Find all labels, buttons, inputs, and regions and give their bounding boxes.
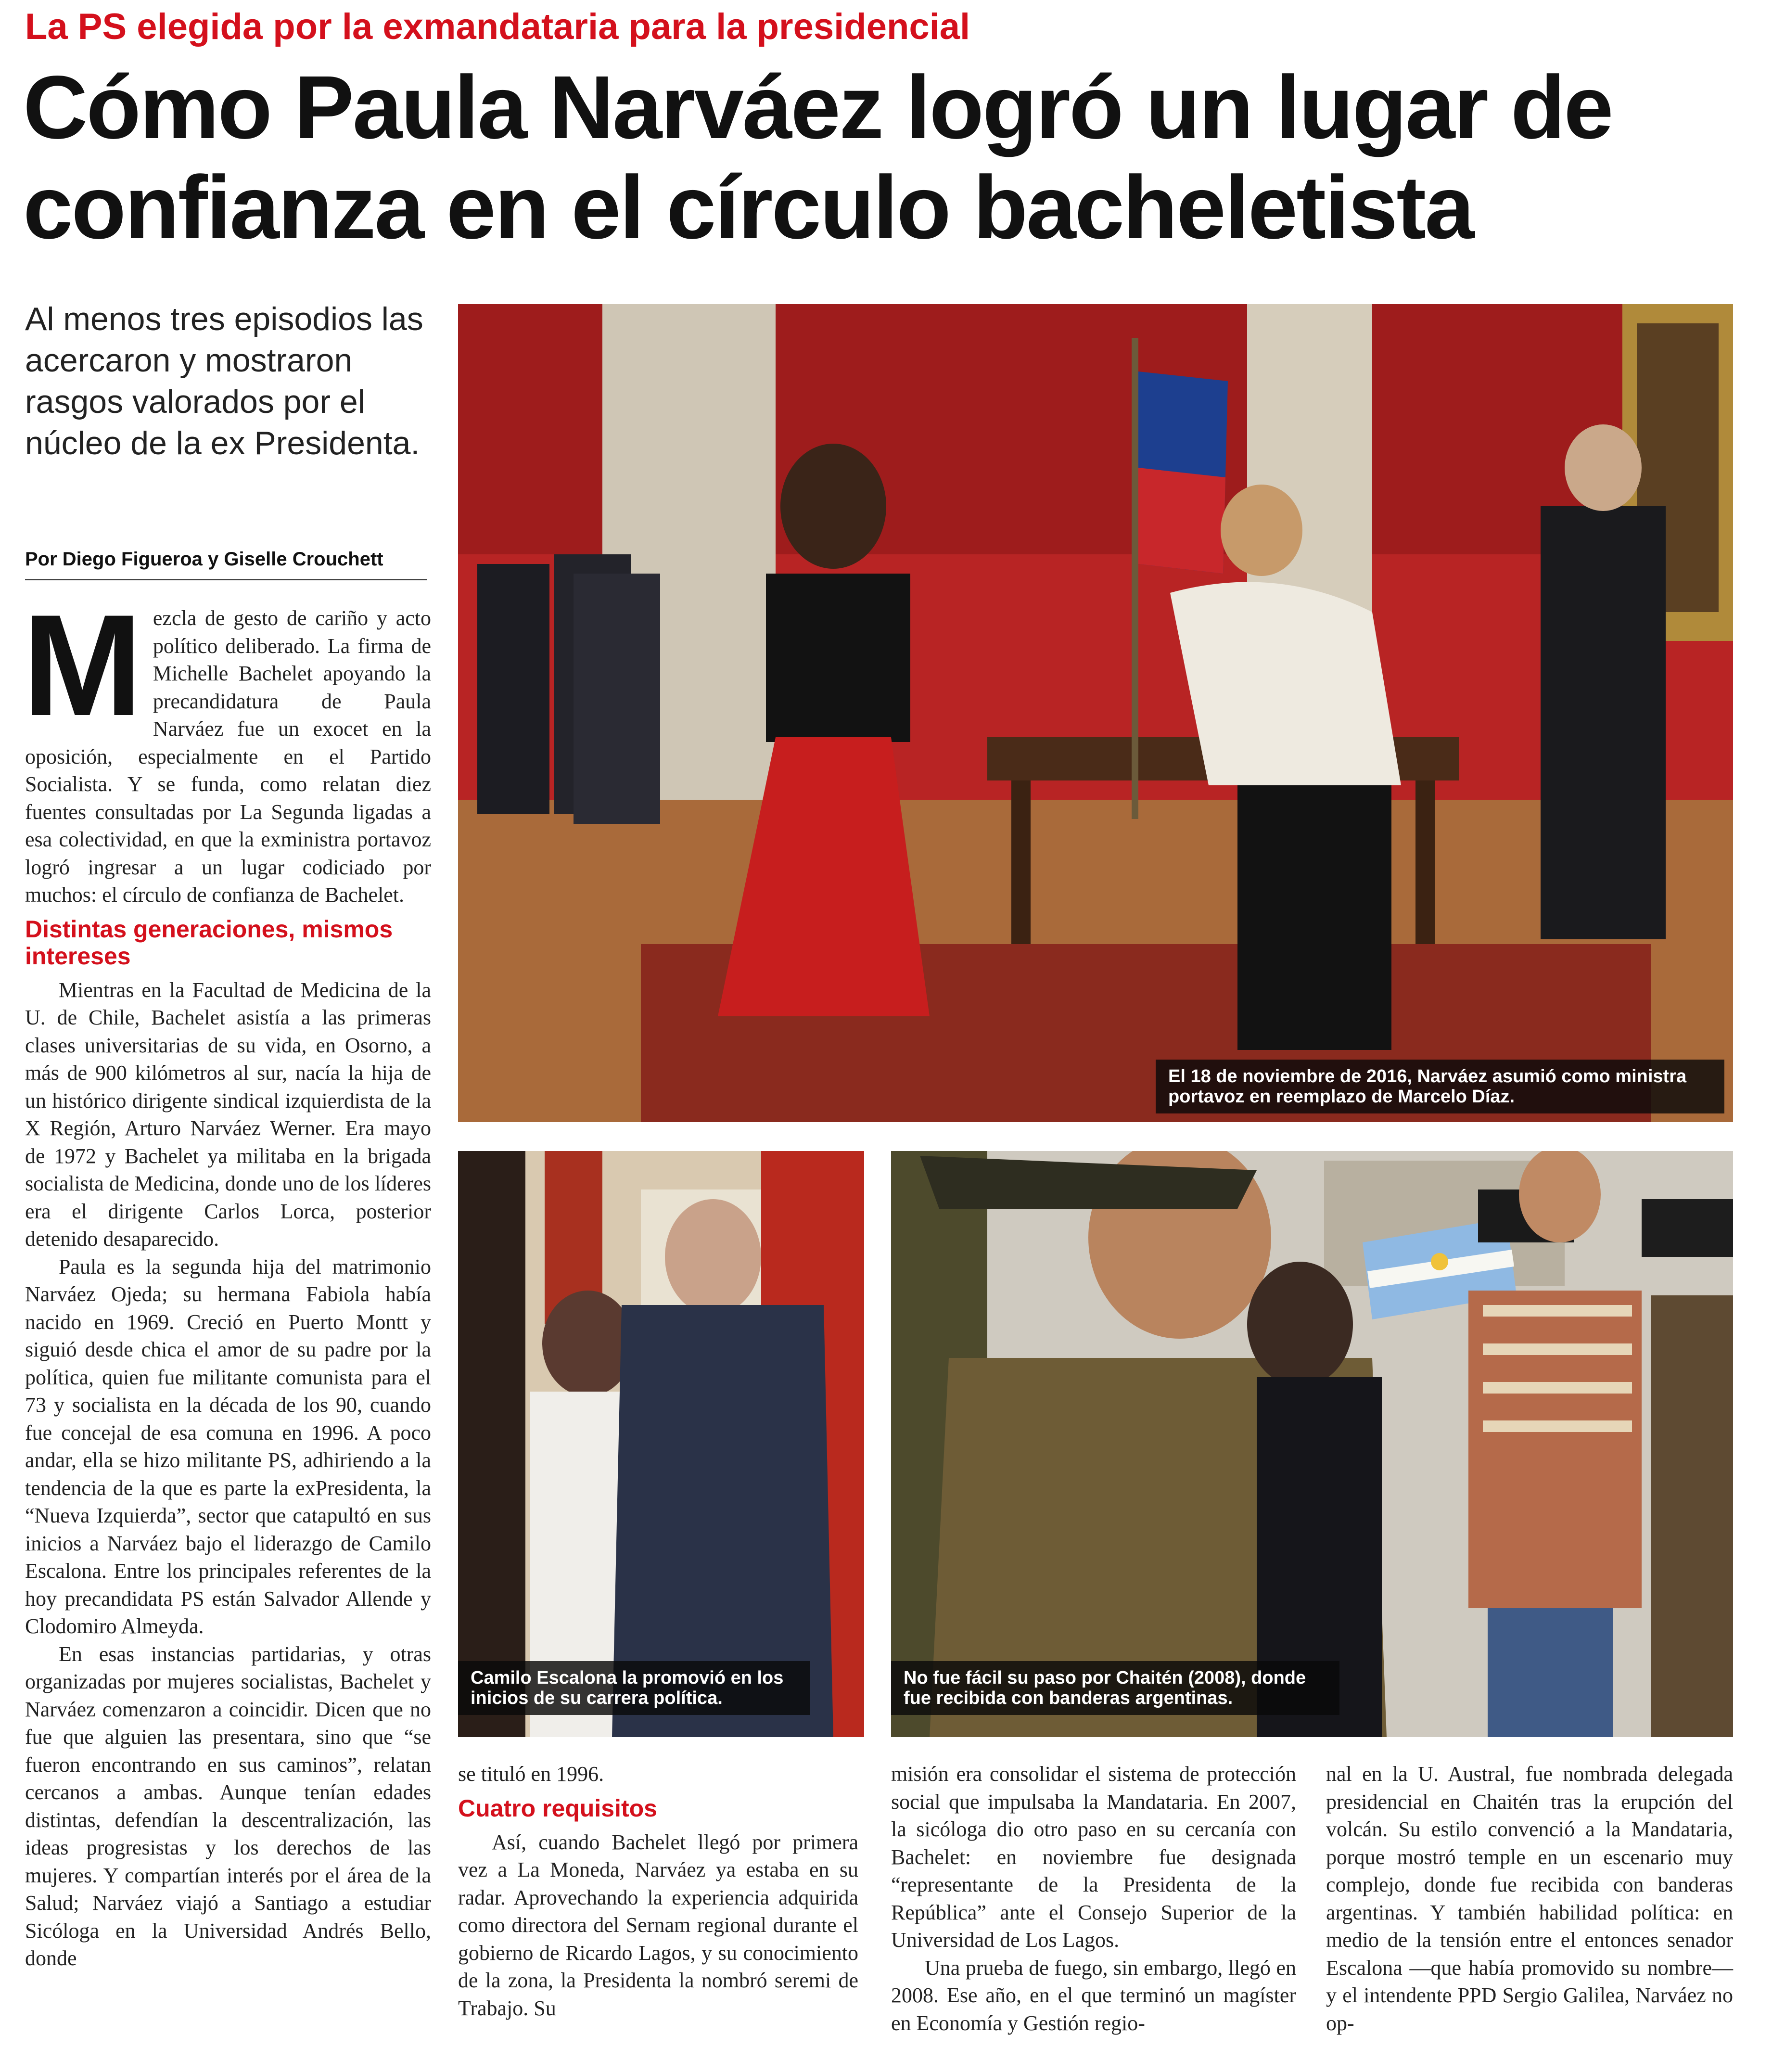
kicker: La PS elegida por la exmandataria para la presidencial <box>25 6 970 47</box>
paragraph: En esas instancias partidarias, y otras organizadas por mujeres socialistas, Bachelet y Narváez comenzaron a coincidir. Dicen que no fue que alguien las presentara, sino que “se fueron encontrando en sus caminos”, relatan cercanos a ambas. Aunque tenían edades distintas, defendían la descentralización, las ideas progresistas y los derechos de las mujeres. Y compartían interés por el área de la Salud; Narváez viajó a Santiago a estudiar Sicóloga en la Universidad Andrés Bello, donde <box>25 1642 431 1970</box>
subhead-generaciones: Distintas generaciones, mismos intereses <box>25 915 393 970</box>
paragraph: Una prueba de fuego, sin embargo, llegó en 2008. Ese año, en el que terminó un magíster en Economía y Gestión regio- <box>891 1956 1296 2035</box>
headline-line-1: Cómo Paula Narváez logró un lugar de <box>23 58 1612 157</box>
drop-cap: M <box>22 584 142 746</box>
dek: Al menos tres episodios las acercaron y mostraron rasgos valorados por el núcleo de la ex Presidenta. <box>25 301 423 461</box>
chaiten-photo-caption: No fue fácil su paso por Chaitén (2008), donde fue recibida con banderas argentinas. <box>891 1661 1339 1715</box>
main-photo <box>458 304 1733 1122</box>
paragraph-intro: ezcla de gesto de cariño y acto político deliberado. La firma de Michelle Bachelet apoyando la precandidatura de Paula Narváez fue un exocet en la oposición, especialmente en el Partido Socialista. Y se funda, como relatan diez fuentes consultadas por La Segunda ligadas a esa colectividad, en que la exministra portavoz logró ingresar a un lugar codiciado por muchos: el círculo de confianza de Bachelet. <box>25 606 431 907</box>
escalona-photo <box>458 1151 864 1737</box>
subhead-requisitos: Cuatro requisitos <box>458 1794 657 1822</box>
article-column-4 <box>1326 1760 1733 2037</box>
byline: Por Diego Figueroa y Giselle Crouchett <box>25 549 427 580</box>
embrace-photo-illustration <box>458 1151 864 1737</box>
chaiten-photo-illustration <box>891 1151 1733 1737</box>
paragraph: Paula es la segunda hija del matrimonio Narváez Ojeda; su hermana Fabiola había nacido en 1969. Creció en Puerto Montt y siguió desde chica el amor de su padre por la política, quien fue militante comunista para el 73 y socialista en la década de los 90, cuando fue concejal de esa comuna en 1996. A poco andar, ella se hizo militante PS, adhiriendo a la tendencia de la que es parte la exPresidenta, la “Nueva Izquierda”, sector que catapultó en sus inicios a Narváez bajo el liderazgo de Camilo Escalona. Entre los principales referentes de la hoy precandidata PS están Salvador Allende y Clodomiro Almeyda. <box>25 1254 431 1638</box>
paragraph: misión era consolidar el sistema de protección social que impulsaba la Mandataria. En 2007, la sicóloga dio otro paso en su cercanía con Bachelet: en noviembre fue designada “representante de la Presidenta de la República” ante el Consejo Superior de la Universidad de Los Lagos. <box>891 1762 1296 1952</box>
paragraph: nal en la U. Austral, fue nombrada delegada presidencial en Chaitén tras la erupción del volcán. Su estilo convenció a la Mandataria, porque mostró temple en un escenario muy complejo, donde fue recibida con banderas argentinas. Y también habilidad política: en medio de la tensión entre el entonces senador Escalona —que había promovido su nombre— y el intendente PPD Sergio Galilea, Narváez no op- <box>1326 1762 1733 2035</box>
article-column-2 <box>458 1760 858 2022</box>
escalona-photo-caption: Camilo Escalona la promovió en los inicios de su carrera política. <box>458 1661 810 1715</box>
chaiten-photo <box>891 1151 1733 1737</box>
headline <box>23 58 1707 258</box>
article-column-3 <box>891 1760 1296 2037</box>
headline-line-2: confianza en el círculo bacheletista <box>23 158 1473 257</box>
paragraph: Mientras en la Facultad de Medicina de la U. de Chile, Bachelet asistía a las primeras clases universitarias de su vida, en Osorno, a más de 900 kilómetros al sur, nacía la hija de un histórico dirigente sindical izquierdista de la X Región, Arturo Narváez Werner. Era mayo de 1972 y Bachelet ya militaba en la brigada socialista de Medicina, donde uno de los líderes era el dirigente Carlos Lorca, posterior detenido desaparecido. <box>25 978 431 1251</box>
paragraph: se tituló en 1996. <box>458 1762 604 1786</box>
article-column-1 <box>22 584 431 1972</box>
main-photo-caption: El 18 de noviembre de 2016, Narváez asumió como ministra portavoz en reemplazo de Marcelo Díaz. <box>1156 1060 1724 1113</box>
ceremony-photo-illustration <box>458 304 1733 1122</box>
paragraph: Así, cuando Bachelet llegó por primera vez a La Moneda, Narváez ya estaba en su radar. Aprovechando la experiencia adquirida como directora del Sernam regional durante el gobierno de Ricardo Lagos, y su conocimiento de la zona, la Presidenta la nombró seremi de Trabajo. Su <box>458 1830 858 2020</box>
